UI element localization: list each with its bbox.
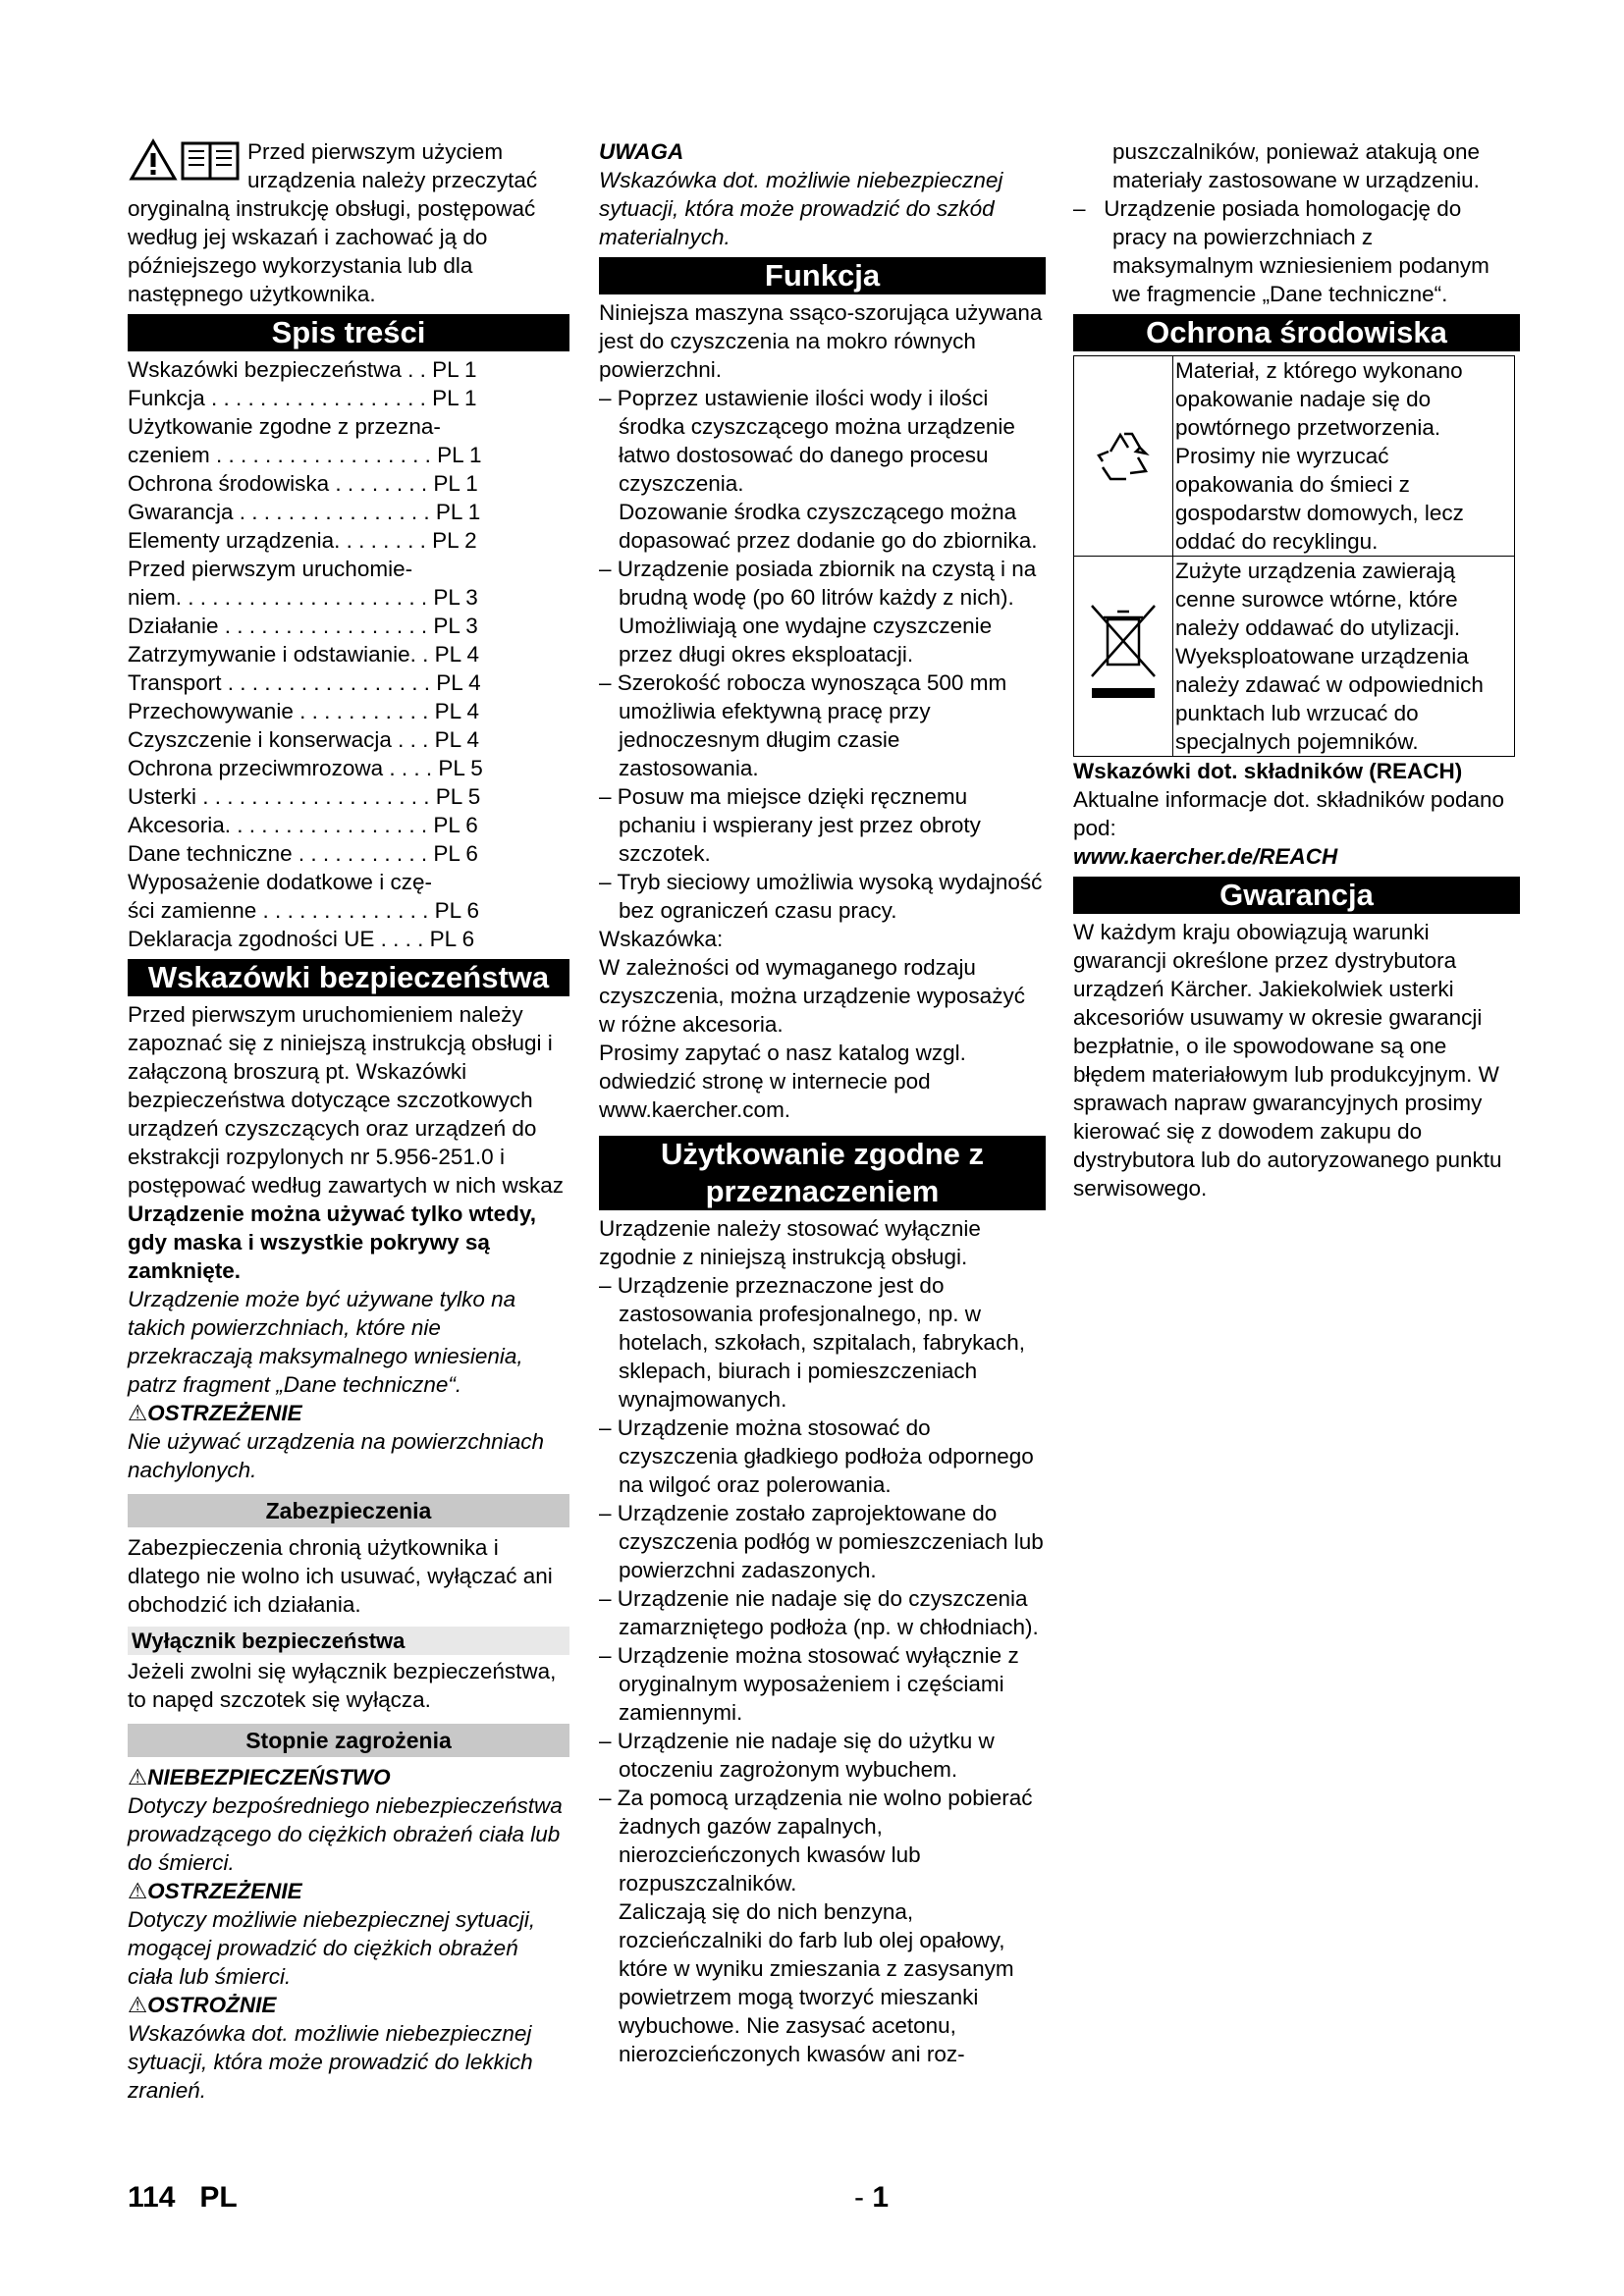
switch-title: Wyłącznik bezpieczeństwa — [128, 1627, 569, 1655]
toc-item[interactable]: Funkcja . . . . . . . . . . . . . . . . . . PL 1 — [128, 386, 477, 410]
toc-item[interactable]: czeniem . . . . . . . . . . . . . . . . . . PL 1 — [128, 443, 482, 467]
danger-label: ⚠NIEBEZPIECZEŃSTWO — [128, 1765, 391, 1789]
toc-item[interactable]: ści zamienne . . . . . . . . . . . . . . PL 6 — [128, 898, 480, 923]
warning-triangle-icon: ⚠ — [128, 1879, 148, 1903]
toc-item[interactable]: Akcesoria. . . . . . . . . . . . . . . . . PL 6 — [128, 813, 478, 837]
warranty-text: W każdym kraju obowiązują warunki gwarancji określone przez dystrybutora urządzeń Kärcher. Jakiekolwiek usterki akcesoriów usuwamy w okresie gwarancji bezpłatnie, o ile spowodowane są one błędem materiałowym lub produkcyjnym. W sprawach napraw gwarancyjnych prosimy kierować się z dowodem zakupu do dystrybutora lub do autoryzowanego punktu serwisowego. — [1073, 920, 1502, 1201]
warning-label: ⚠OSTRZEŻENIE — [128, 1401, 302, 1425]
toc-item[interactable]: Gwarancja . . . . . . . . . . . . . . . . PL 1 — [128, 500, 481, 524]
toc-item[interactable]: Przed pierwszym uruchomie- — [128, 557, 413, 581]
safety-paragraph: Przed pierwszym uruchomieniem należy zapoznać się z niniejszą instrukcją obsługi i załączoną broszurą pt. Wskazówki bezpieczeństwa dotyczące szczotkowych urządzeń czyszczących oraz urządzeń do ekstrakcji rozpylonych nr 5.956-251.0 i postępować według zawartych w nich wskaz — [128, 1002, 564, 1198]
toc-list — [128, 355, 569, 953]
function-paragraph: Niniejsza maszyna ssąco-szorująca używana jest do czyszczenia na mokro równych powierzchni. — [599, 300, 1043, 382]
toc-item[interactable]: niem. . . . . . . . . . . . . . . . . . . . . PL 3 — [128, 585, 478, 610]
toc-item[interactable]: Zatrzymywanie i odstawianie. . PL 4 — [128, 642, 480, 667]
list-item: – Urządzenie można stosować wyłącznie z oryginalnym wyposażeniem i częściami zamiennymi. — [599, 1643, 1019, 1725]
toc-item[interactable]: Transport . . . . . . . . . . . . . . . . . PL 4 — [128, 670, 481, 695]
toc-title: Spis treści — [128, 314, 569, 351]
safety-bold-note: Urządzenie można używać tylko wtedy, gdy maska i wszystkie pokrywy są zamknięte. — [128, 1201, 536, 1283]
list-item: – Urządzenie posiada zbiornik na czystą i na brudną wodę (po 60 litrów każdy z nich). Umożliwiają one wydajne czyszczenie przez długi okres eksploatacji. — [599, 557, 1037, 667]
intended-use-title: Użytkowanie zgodne z przeznaczeniem — [599, 1136, 1046, 1210]
warning-label: ⚠OSTRZEŻENIE — [128, 1879, 302, 1903]
caution-text: Wskazówka dot. możliwie niebezpiecznej sytuacji, która może prowadzić do lekkich zranień. — [128, 2021, 533, 2103]
page-footer-number: 114 PL — [128, 2181, 238, 2214]
environment-table — [1073, 355, 1515, 757]
toc-item[interactable]: Ochrona przeciwmrozowa . . . . PL 5 — [128, 756, 483, 780]
warning-triangle-icon: ⚠ — [128, 1765, 148, 1789]
environment-row-weee — [1074, 557, 1514, 756]
toc-item[interactable]: Użytkowanie zgodne z przezna- — [128, 414, 441, 439]
column-1 — [128, 137, 569, 2105]
uwaga-label: UWAGA — [599, 139, 684, 164]
warning-text: Nie używać urządzenia na powierzchniach nachylonych. — [128, 1429, 544, 1482]
continued-text: puszczalników, ponieważ atakują one materiały zastosowane w urządzeniu. — [1112, 139, 1480, 192]
reach-link[interactable]: www.kaercher.de/REACH — [1073, 844, 1338, 869]
hint-text: Prosimy zapytać o nasz katalog wzgl. odwiedzić stronę w internecie pod www.kaercher.com. — [599, 1041, 966, 1122]
reach-title: Wskazówki dot. składników (REACH) — [1073, 759, 1463, 783]
list-item: – Poprzez ustawienie ilości wody i ilości środka czyszczącego można urządzenie łatwo dostosować do danego procesu czyszczenia. Dozowanie środka czyszczącego można dopasować przez dodanie go do zbiornika. — [599, 386, 1038, 553]
environment-text: Zużyte urządzenia zawierają cenne surowce wtórne, które należy oddawać do utylizacji. Wyeksploatowane urządzenia należy zdawać w odpowiednich punktach lub wrzucać do specjalnych pojemników. — [1175, 559, 1484, 754]
environment-row-recycling — [1074, 356, 1514, 557]
warning-triangle-icon: ⚠ — [128, 1401, 148, 1425]
toc-item[interactable]: Działanie . . . . . . . . . . . . . . . . . PL 3 — [128, 614, 478, 638]
warning-text: Dotyczy możliwie niebezpiecznej sytuacji, mogącej prowadzić do ciężkich obrażeń ciała lub śmierci. — [128, 1907, 536, 1989]
toc-item[interactable]: Wyposażenie dodatkowe i czę- — [128, 870, 432, 894]
hint-text: W zależności od wymaganego rodzaju czyszczenia, można urządzenie wyposażyć w różne akcesoria. — [599, 955, 1025, 1037]
list-item: – Urządzenie posiada homologację do pracy na powierzchniach z maksymalnym wzniesieniem podanym we fragmencie „Dane techniczne“. — [1073, 196, 1489, 306]
list-item: – Za pomocą urządzenia nie wolno pobierać żadnych gazów zapalnych, nierozcieńczonych kwasów lub rozpuszczalników. Zaliczają się do nich benzyna, rozcieńczalniki do farb lub olej opałowy, które w wyniku zmieszania z zasysanym powietrzem mogą tworzyć mieszanki wybuchowe. Nie zasysać acetonu, nierozcieńczonych kwasów ani roz- — [599, 1786, 1033, 2066]
warranty-title: Gwarancja — [1073, 877, 1520, 914]
column-3 — [1073, 137, 1520, 1202]
crossed-bin-icon — [1074, 557, 1173, 756]
function-list — [599, 384, 1046, 925]
warning-triangle-icon: ⚠ — [128, 1993, 148, 2017]
toc-item[interactable]: Usterki . . . . . . . . . . . . . . . . . . . PL 5 — [128, 784, 481, 809]
list-item: – Tryb sieciowy umożliwia wysoką wydajność bez ograniczeń czasu pracy. — [599, 870, 1043, 923]
list-item: – Urządzenie zostało zaprojektowane do czyszczenia podłóg w pomieszczeniach lub powierzchni zadaszonych. — [599, 1501, 1044, 1582]
caution-label: ⚠OSTROŻNIE — [128, 1993, 277, 2017]
column-2 — [599, 137, 1046, 2068]
page-footer-sub: - 1 — [854, 2181, 890, 2214]
recycling-icon — [1074, 356, 1173, 556]
warning-manual-icon — [128, 137, 244, 181]
reach-text: Aktualne informacje dot. składników podano pod: — [1073, 787, 1505, 840]
safety-italic-note: Urządzenie może być używane tylko na takich powierzchniach, które nie przekraczają maksymalnego wniesienia, patrz fragment „Dane techniczne“. — [128, 1287, 523, 1397]
protect-text: Zabezpieczenia chronią użytkownika i dlatego nie wolno ich usuwać, wyłączać ani obchodzić ich działania. — [128, 1535, 553, 1617]
toc-item[interactable]: Przechowywanie . . . . . . . . . . . PL 4 — [128, 699, 480, 723]
environment-text: Materiał, z którego wykonano opakowanie nadaje się do powtórnego przetworzenia. Prosimy nie wyrzucać opakowania do śmieci z gospodarstw domowych, lecz oddać do recyklingu. — [1175, 358, 1464, 554]
list-item: – Urządzenie nie nadaje się do czyszczenia zamarzniętego podłoża (np. w chłodniach). — [599, 1586, 1039, 1639]
toc-item[interactable]: Wskazówki bezpieczeństwa . . PL 1 — [128, 357, 477, 382]
uwaga-text: Wskazówka dot. możliwie niebezpiecznej sytuacji, która może prowadzić do szkód materialnych. — [599, 168, 1003, 249]
danger-text: Dotyczy bezpośredniego niebezpieczeństwa prowadzącego do ciężkich obrażeń ciała lub do śmierci. — [128, 1793, 563, 1875]
homolog-list — [1073, 194, 1520, 308]
toc-item[interactable]: Dane techniczne . . . . . . . . . . . PL 6 — [128, 841, 478, 866]
function-title: Funkcja — [599, 257, 1046, 294]
intended-use-list — [599, 1271, 1046, 2068]
toc-item[interactable]: Deklaracja zgodności UE . . . . PL 6 — [128, 927, 475, 951]
list-item: – Posuw ma miejsce dzięki ręcznemu pchaniu i wspierany jest przez obroty szczotek. — [599, 784, 981, 866]
list-item: – Urządzenie można stosować do czyszczenia gładkiego podłoża odpornego na wilgoć oraz polerowania. — [599, 1415, 1034, 1497]
protect-title: Zabezpieczenia — [128, 1494, 569, 1527]
list-item: – Urządzenie nie nadaje się do użytku w otoczeniu zagrożonym wybuchem. — [599, 1729, 995, 1782]
hint-label: Wskazówka: — [599, 927, 724, 951]
list-item: – Szerokość robocza wynosząca 500 mm umożliwia efektywną pracę przy jednoczesnym długim czasie zastosowania. — [599, 670, 1007, 780]
toc-item[interactable]: Czyszczenie i konserwacja . . . PL 4 — [128, 727, 480, 752]
intended-use-paragraph: Urządzenie należy stosować wyłącznie zgodnie z niniejszą instrukcją obsługi. — [599, 1216, 981, 1269]
list-item: – Urządzenie przeznaczone jest do zastosowania profesjonalnego, np. w hotelach, szkołach, szpitalach, fabrykach, sklepach, biurach i pomieszczeniach wynajmowanych. — [599, 1273, 1025, 1412]
toc-item[interactable]: Elementy urządzenia. . . . . . . . PL 2 — [128, 528, 477, 553]
safety-title: Wskazówki bezpieczeństwa — [128, 959, 569, 996]
environment-title: Ochrona środowiska — [1073, 314, 1520, 351]
toc-item[interactable]: Ochrona środowiska . . . . . . . . PL 1 — [128, 471, 478, 496]
levels-title: Stopnie zagrożenia — [128, 1724, 569, 1757]
intro-paragraph: Przed pierwszym użyciem urządzenia należy przeczytać oryginalną instrukcję obsługi, postępować według jej wskazań i zachować ją do późniejszego wykorzystania lub dla następnego użytkownika. — [128, 139, 538, 306]
switch-text: Jeżeli zwolni się wyłącznik bezpieczeństwa, to napęd szczotek się wyłącza. — [128, 1659, 557, 1712]
